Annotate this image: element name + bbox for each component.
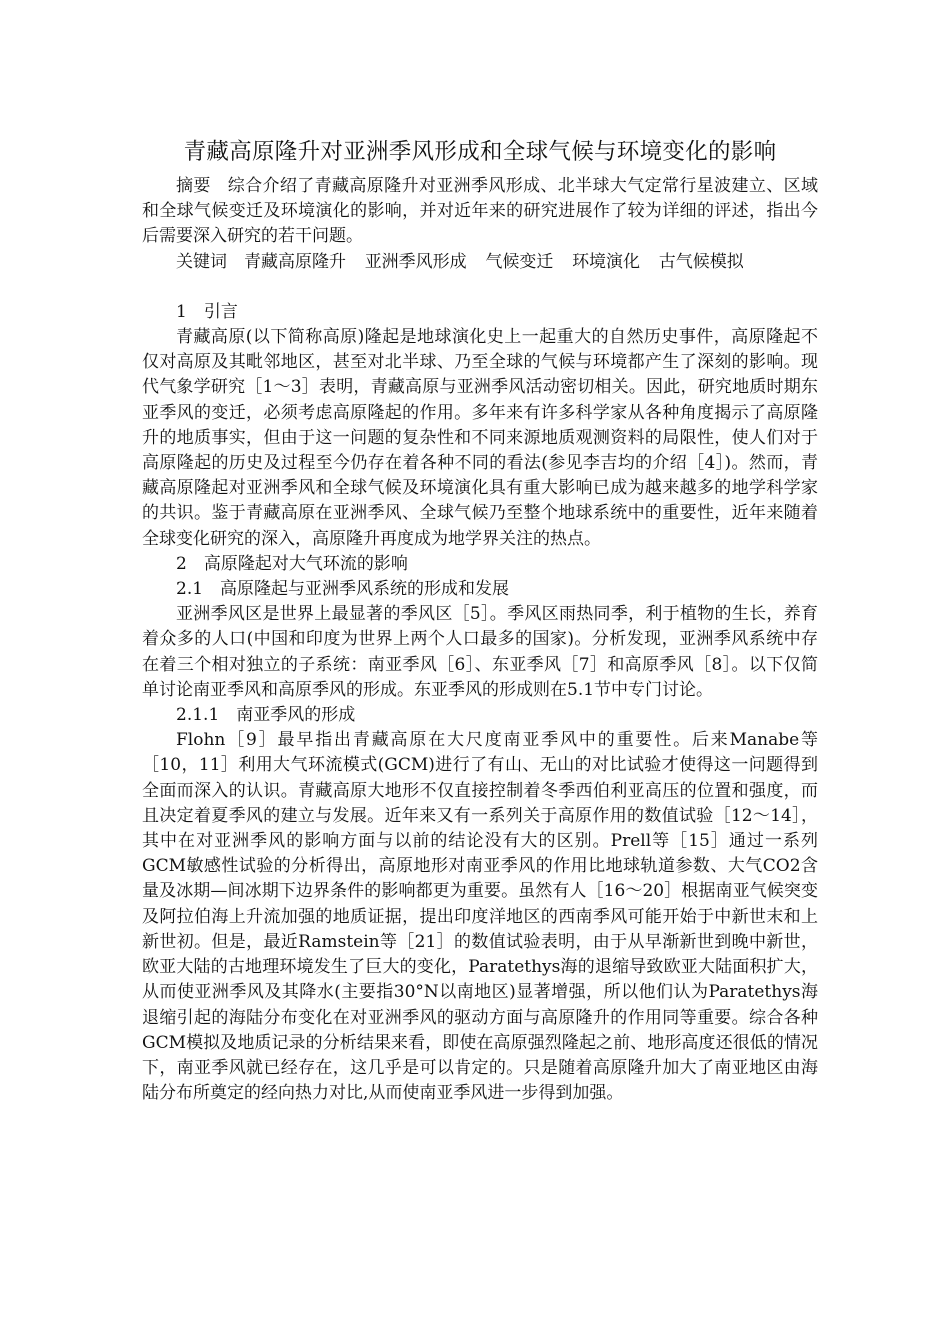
paper-body <box>142 174 818 1106</box>
keyword: 青藏高原隆升 <box>244 251 346 272</box>
section-2-1-paragraph: 亚洲季风区是世界上最显著的季风区［5］。季风区雨热同季，利于植物的生长，养育着众多的人口(中国和印度为世界上两个人口最多的国家)。分析发现，亚洲季风系统中存在着三个相对独立的子系统：南亚季风［6］、东亚季风［7］和高原季风［8］。以下仅简单讨论南亚季风和高原季风的形成。东亚季风的形成则在5.1节中专门讨论。 <box>142 604 818 700</box>
spacer <box>142 275 818 300</box>
section-1-paragraph: 青藏高原(以下简称高原)隆起是地球演化史上一起重大的自然历史事件，高原隆起不仅对高原及其毗邻地区，甚至对北半球、乃至全球的气候与环境都产生了深刻的影响。现代气象学研究［1～3］表明，青藏高原与亚洲季风活动密切相关。因此，研究地质时期东亚季风的变迁，必须考虑高原隆起的作用。多年来有许多科学家从各种角度揭示了高原隆升的地质事实，但由于这一问题的复杂性和不同来源地质观测资料的局限性，使人们对于高原隆起的历史及过程至今仍存在着各种不同的看法(参见李吉均的介绍［4］)。然而，青藏高原隆起对亚洲季风和全球气候及环境演化具有重大影响已成为越来越多的地学科学家的共识。鉴于青藏高原在亚洲季风、全球气候乃至整个地球系统中的重要性，近年来随着全球变化研究的深入，高原隆升再度成为地学界关注的热点。 <box>142 327 818 549</box>
paper-title: 青藏高原隆升对亚洲季风形成和全球气候与环境变化的影响 <box>183 139 777 165</box>
keyword: 环境演化 <box>572 251 641 272</box>
keywords-label: 关键词 <box>176 251 227 272</box>
section-heading-2: 2 高原隆起对大气环流的影响 <box>176 553 408 574</box>
abstract-paragraph <box>142 174 818 250</box>
document-page <box>142 134 818 1106</box>
section-heading-2-1-1: 2.1.1 南亚季风的形成 <box>176 705 356 726</box>
abstract-label: 摘要 <box>176 176 211 196</box>
abstract-text: 综合介绍了青藏高原隆升对亚洲季风形成、北半球大气定常行星波建立、区域和全球气候变迁及环境演化的影响，并对近年来的研究进展作了较为详细的评述，指出今后需要深入研究的若干问题。 <box>142 176 819 247</box>
keywords-paragraph <box>142 250 818 275</box>
keyword: 亚洲季风形成 <box>364 251 467 272</box>
section-heading-1: 1 引言 <box>176 301 238 322</box>
keyword: 古气候模拟 <box>658 251 744 272</box>
section-heading-2-1: 2.1 高原隆起与亚洲季风系统的形成和发展 <box>176 579 510 600</box>
section-2-1-1-paragraph: Flohn［9］最早指出青藏高原在大尺度南亚季风中的重要性。后来Manabe等［10，11］利用大气环流模式(GCM)进行了有山、无山的对比试验才使得这一问题得到全面而深入的认识。青藏高原大地形不仅直接控制着冬季西伯利亚高压的位置和强度，而且决定着夏季风的建立与发展。近年来又有一系列关于高原作用的数值试验［12～14］，其中在对亚洲季风的影响方面与以前的结论没有大的区别。Prell等［15］通过一系列GCM敏感性试验的分析得出，高原地形对南亚季风的作用比地球轨道参数、大气CO2含量及冰期—间冰期下边界条件的影响都更为重要。虽然有人［16～20］根据南亚气候突变及阿拉伯海上升流加强的地质证据，提出印度洋地区的西南季风可能开始于中新世末和上新世初。但是，最近Ramstein等［21］的数值试验表明，由于从早渐新世到晚中新世，欧亚大陆的古地理环境发生了巨大的变化，Paratethys海的退缩导致欧亚大陆面积扩大，从而使亚洲季风及其降水(主要指30°N以南地区)显著增强，所以他们认为Paratethys海退缩引起的海陆分布变化在对亚洲季风的驱动方面与高原隆升的作用同等重要。综合各种GCM模拟及地质记录的分析结果来看，即使在高原强烈隆起之前、地形高度还很低的情况下，南亚季风就已经存在，这几乎是可以肯定的。只是随着高原隆升加大了南亚地区由海陆分布所奠定的经向热力对比,从而使南亚季风进一步得到加强。 <box>142 730 818 1104</box>
keyword: 气候变迁 <box>485 251 554 272</box>
